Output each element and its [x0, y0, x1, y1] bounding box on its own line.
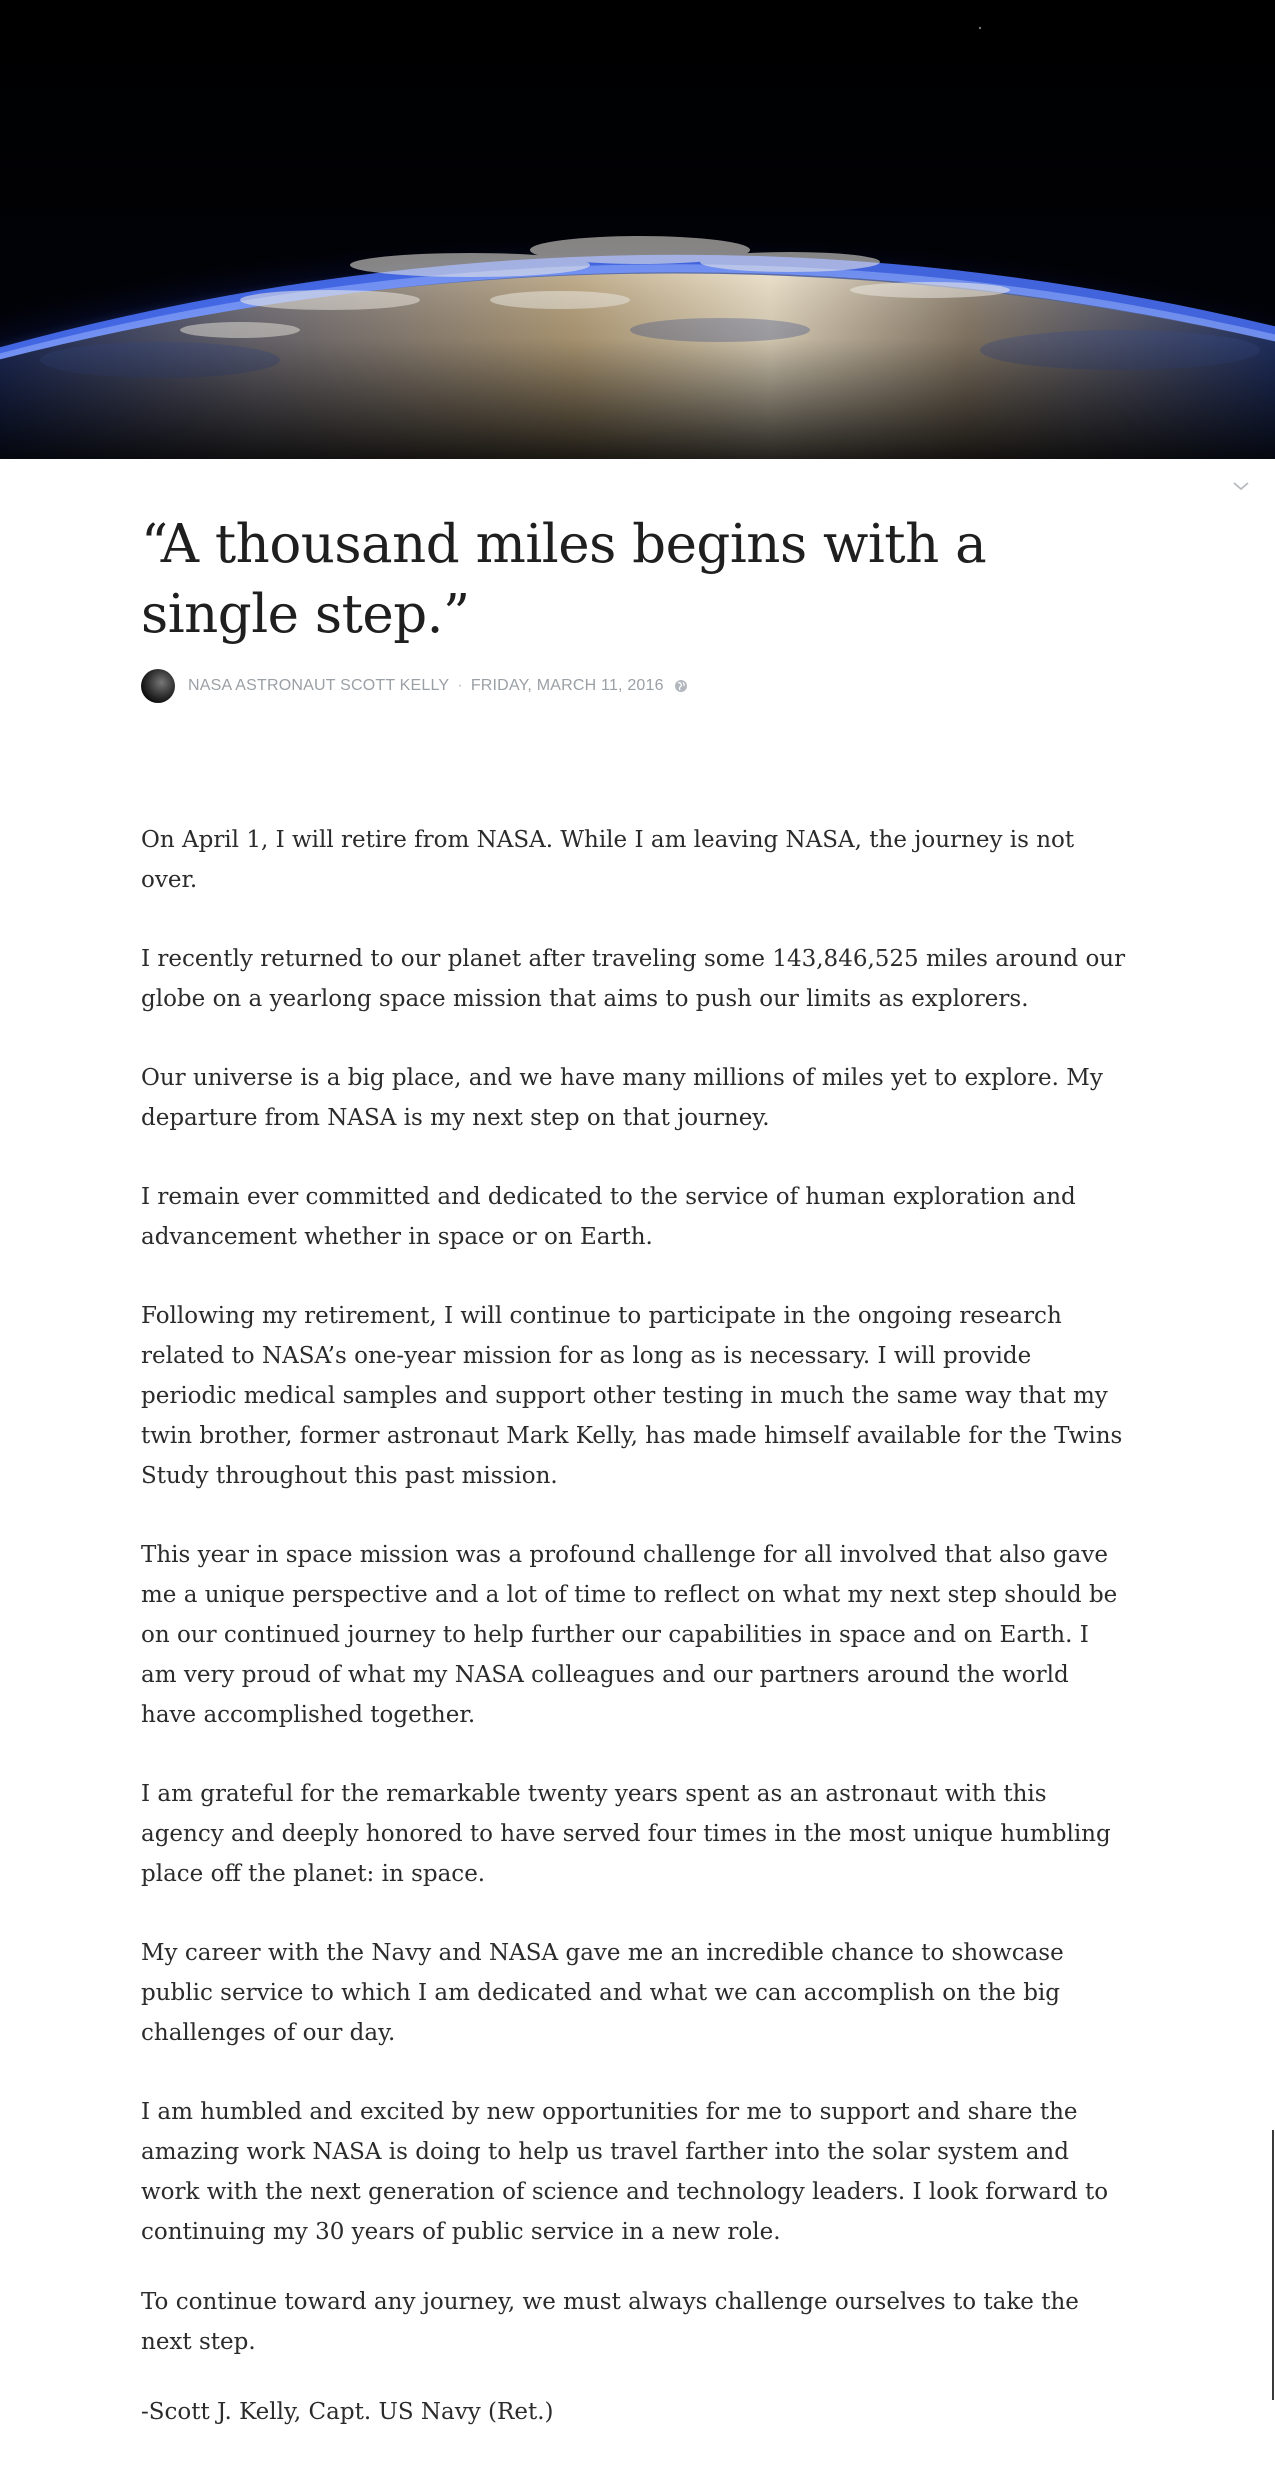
publish-date[interactable]: FRIDAY, MARCH 11, 2016 [470, 677, 664, 694]
paragraph: This year in space mission was a profound challenge for all involved that also gave me a unique perspective and a lot of time to reflect on what my next step should be on our continued journey to help further our capabilities in space and on Earth. I am very proud of what my NASA colleagues and our partners around the world have accomplished together. [141, 1542, 1118, 1728]
author-avatar[interactable] [141, 669, 175, 703]
author-name[interactable]: NASA ASTRONAUT SCOTT KELLY [188, 677, 450, 694]
signature: -Scott J. Kelly, Capt. US Navy (Ret.) [141, 2399, 554, 2425]
paragraph: Our universe is a big place, and we have many millions of miles yet to explore. My departure from NASA is my next step on that journey. [141, 1065, 1103, 1131]
paragraph: My career with the Navy and NASA gave me an incredible chance to showcase public service to which I am dedicated and what we can accomplish on the big challenges of our day. [141, 1940, 1064, 2046]
scrollbar[interactable] [1272, 2130, 1274, 2400]
chevron-down-icon[interactable] [1230, 478, 1252, 494]
paragraph: Following my retirement, I will continue to participate in the ongoing research related to NASA’s one-year mission for as long as is necessary. I will provide periodic medical samples and support other testing in much the same way that my twin brother, former astronaut Mark Kelly, has made himself available for the Twins Study throughout this past mission. [141, 1303, 1123, 1489]
paragraph: I recently returned to our planet after traveling some 143,846,525 miles around our globe on a yearlong space mission that aims to push our limits as explorers. [141, 946, 1126, 1012]
paragraph: I am grateful for the remarkable twenty years spent as an astronaut with this agency and deeply honored to have served four times in the most unique humbling place off the planet: in space. [141, 1781, 1111, 1887]
paragraph: On April 1, I will retire from NASA. While I am leaving NASA, the journey is not over. [141, 827, 1075, 893]
article-body [141, 820, 1131, 2432]
earth-horizon-graphic [0, 0, 1275, 459]
paragraph: I am humbled and excited by new opportunities for me to support and share the amazing work NASA is doing to help us travel farther into the solar system and work with the next generation of science and technology leaders. I look forward to continuing my 30 years of public service in a new role. [141, 2099, 1109, 2245]
article [141, 510, 1131, 2471]
byline [141, 668, 1131, 704]
cover-image-earth-from-space [0, 0, 1275, 459]
globe-icon [674, 679, 688, 693]
paragraph: I remain ever committed and dedicated to the service of human exploration and advancement whether in space or on Earth. [141, 1184, 1076, 1250]
paragraph: To continue toward any journey, we must always challenge ourselves to take the next step. [141, 2289, 1079, 2355]
article-title: “A thousand miles begins with a single step.” [141, 514, 987, 645]
byline-separator: · [457, 677, 463, 694]
